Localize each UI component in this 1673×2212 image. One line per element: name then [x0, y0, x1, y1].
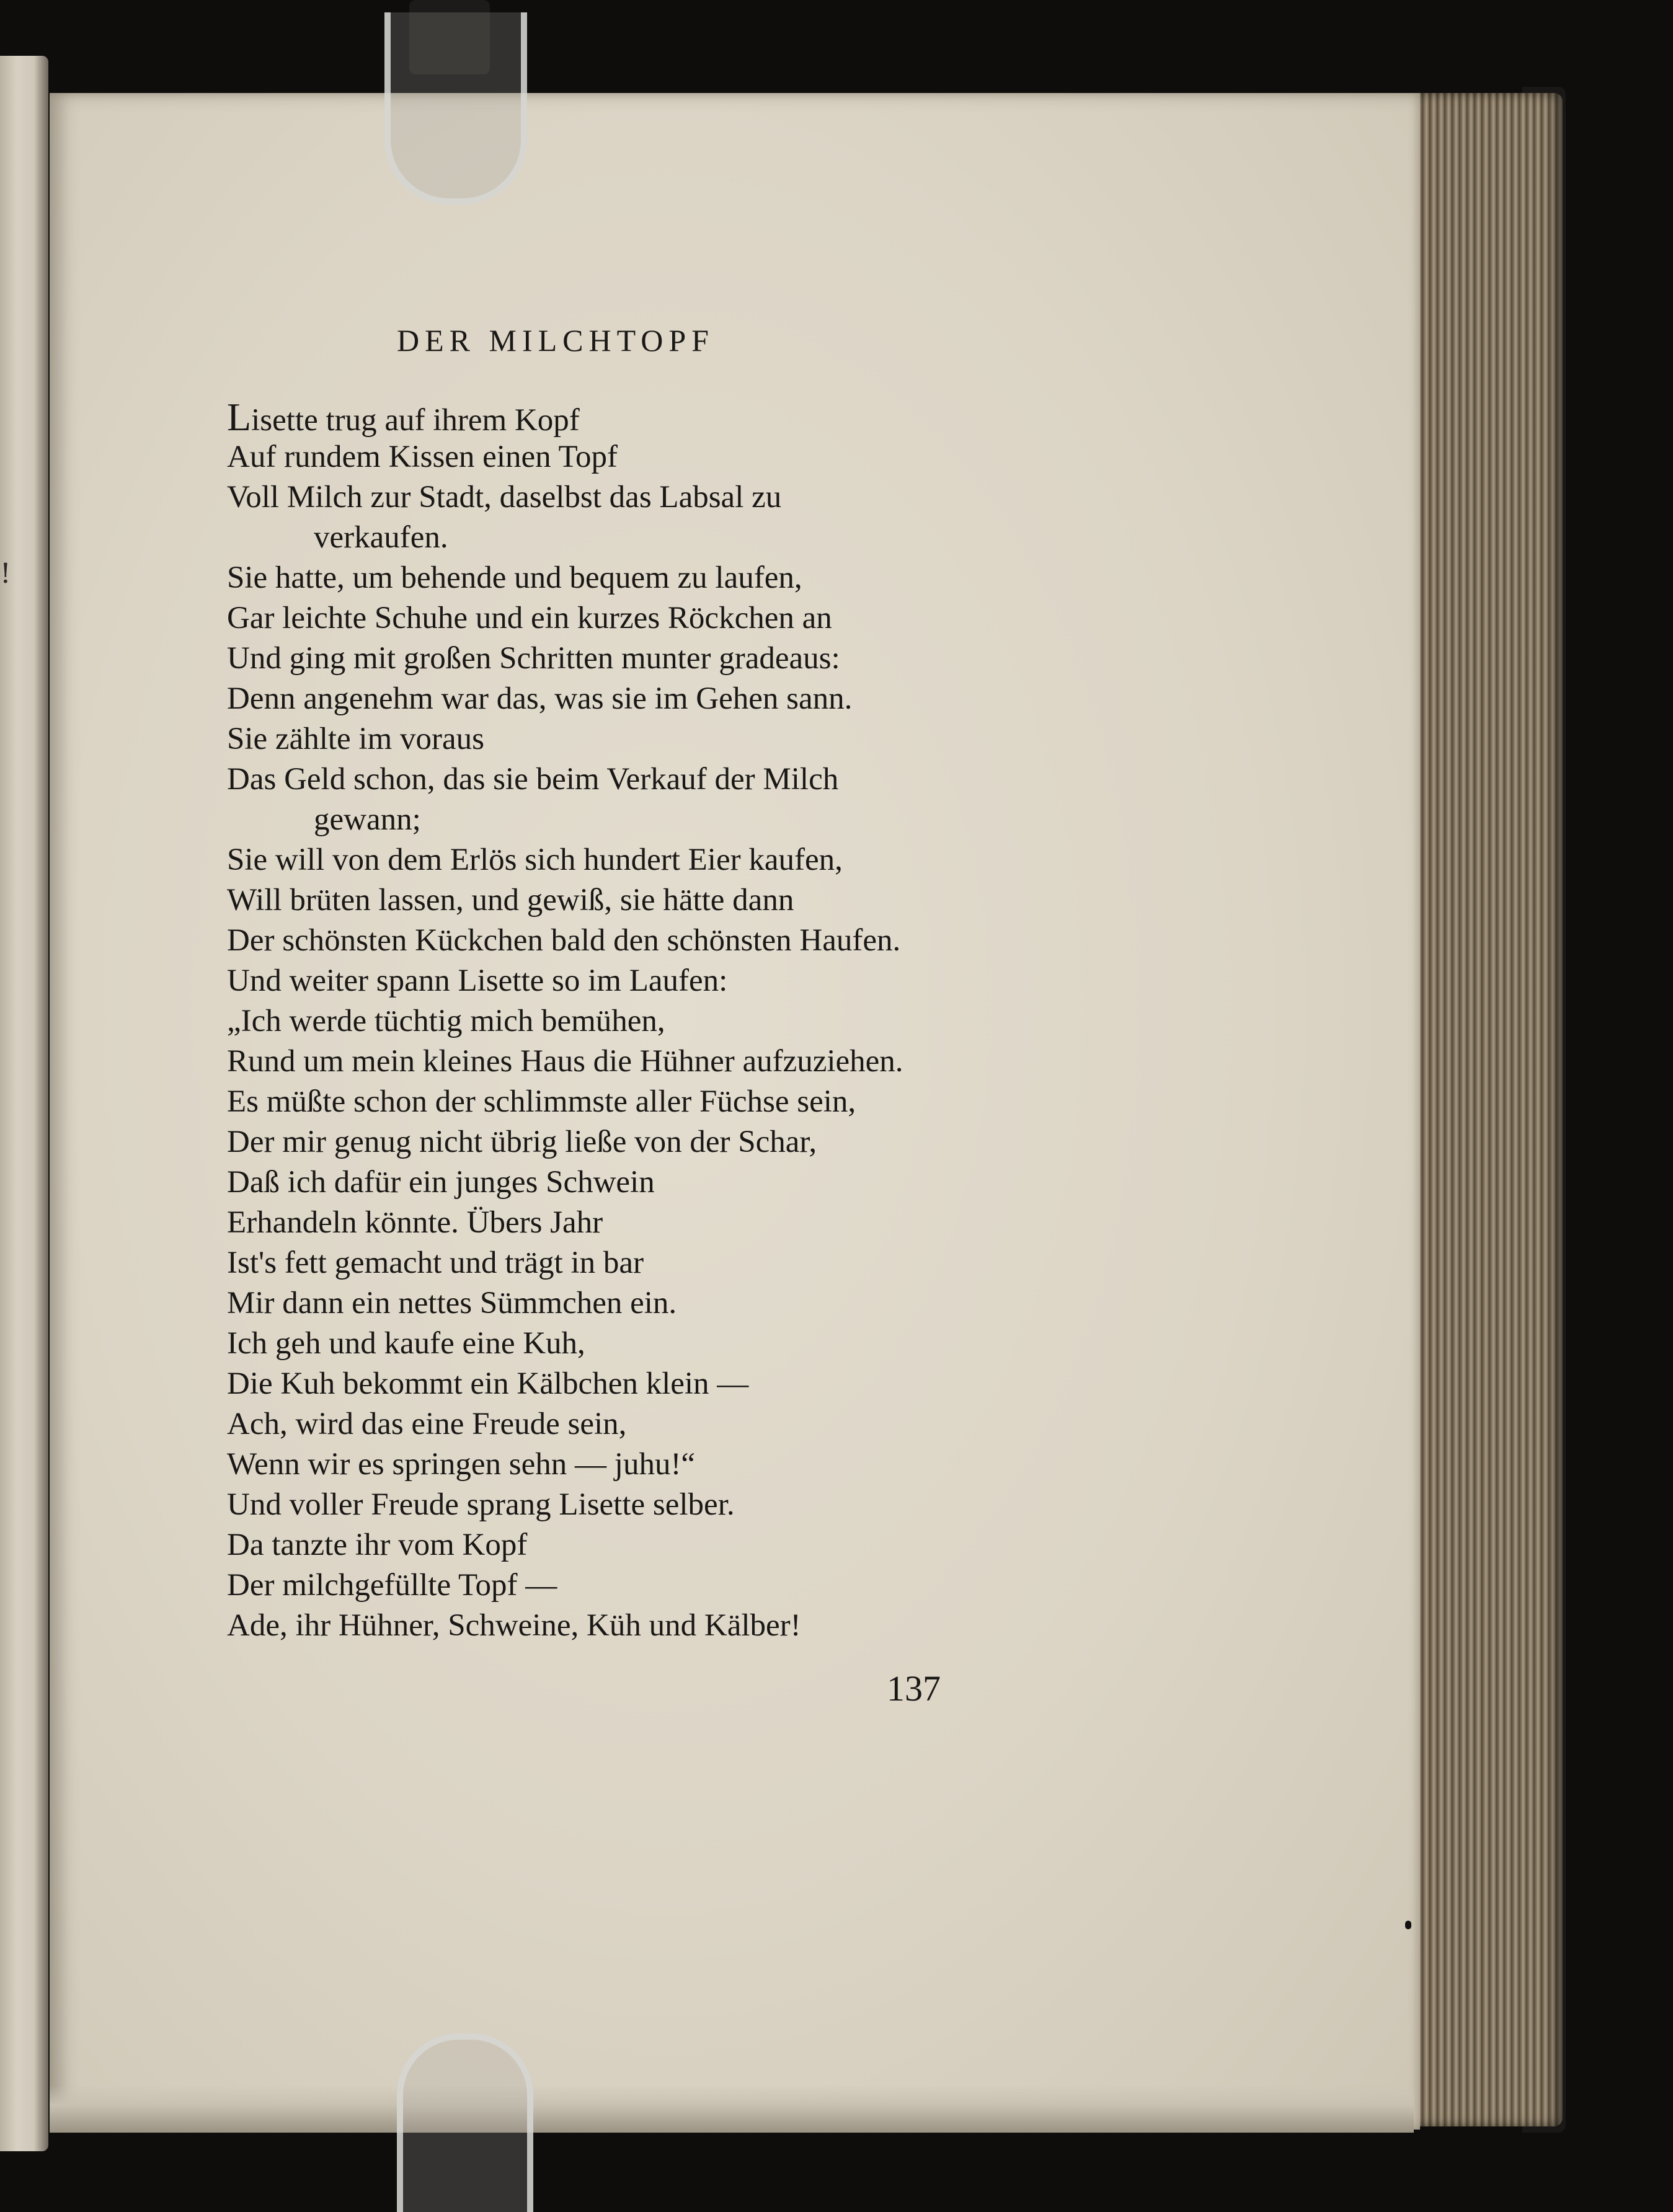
page-bottom-edge	[50, 2064, 1414, 2133]
poem-line: Rund um mein kleines Haus die Hühner aufzuziehen.	[227, 1044, 903, 1079]
poem-line: Und voller Freude sprang Lisette selber.	[227, 1487, 735, 1522]
poem-line: Denn angenehm war das, was sie im Gehen sann.	[227, 681, 853, 716]
poem-line: Das Geld schon, das sie beim Verkauf der Milch	[227, 762, 839, 797]
poem-body	[227, 397, 1219, 1646]
poem-line: Ich geh und kaufe eine Kuh,	[227, 1326, 585, 1361]
previous-page-edge	[0, 56, 48, 2151]
poem-line: Sie zählte im voraus	[227, 722, 484, 756]
poem-line: Ach, wird das eine Freude sein,	[227, 1407, 627, 1441]
poem-line: Der schönsten Kückchen bald den schönsten Haufen.	[227, 923, 901, 958]
poem-line: Auf rundem Kissen einen Topf	[227, 440, 618, 474]
previous-page-mark: !	[0, 558, 11, 590]
poem-line: Der mir genug nicht übrig ließe von der Schar,	[227, 1125, 817, 1159]
top-page-clip	[384, 12, 527, 205]
poem-line: Daß ich dafür ein junges Schwein	[227, 1165, 655, 1200]
poem-line: Lisette trug auf ihrem Kopf	[227, 395, 580, 439]
poem-line: Voll Milch zur Stadt, daselbst das Labsal zu	[227, 480, 782, 515]
poem-line-continuation: verkaufen.	[314, 520, 448, 555]
bottom-page-clip	[397, 2033, 533, 2212]
poem-line: Wenn wir es springen sehn — juhu!“	[227, 1447, 696, 1482]
poem-line: Ist's fett gemacht und trägt in bar	[227, 1245, 644, 1280]
book-page-edges	[1408, 93, 1563, 2126]
poem-line: „Ich werde tüchtig mich bemühen,	[227, 1004, 665, 1038]
ink-speck	[1405, 1921, 1411, 1929]
poem-line: Gar leichte Schuhe und ein kurzes Röckchen an	[227, 601, 832, 635]
poem-line: Da tanzte ihr vom Kopf	[227, 1528, 528, 1562]
poem-line: Der milchgefüllte Topf —	[227, 1568, 557, 1603]
poem-line: Will brüten lassen, und gewiß, sie hätte dann	[227, 883, 794, 918]
poem-line: Sie hatte, um behende und bequem zu laufen,	[227, 560, 802, 595]
poem-line: Ade, ihr Hühner, Schweine, Küh und Kälber!	[227, 1608, 801, 1643]
poem-line: Erhandeln könnte. Übers Jahr	[227, 1205, 603, 1240]
poem-line: Es müßte schon der schlimmste aller Füchse sein,	[227, 1084, 856, 1119]
poem-line: Und weiter spann Lisette so im Laufen:	[227, 963, 728, 998]
poem-line-continuation: gewann;	[314, 802, 421, 837]
poem-title: DER MILCHTOPF	[397, 323, 714, 358]
poem-line: Die Kuh bekommt ein Kälbchen klein —	[227, 1366, 749, 1401]
poem-line: Sie will von dem Erlös sich hundert Eier kaufen,	[227, 843, 843, 877]
poem-line: Mir dann ein nettes Sümmchen ein.	[227, 1286, 677, 1321]
poem-line: Und ging mit großen Schritten munter gradeaus:	[227, 641, 840, 676]
page-number: 137	[887, 1668, 941, 1709]
